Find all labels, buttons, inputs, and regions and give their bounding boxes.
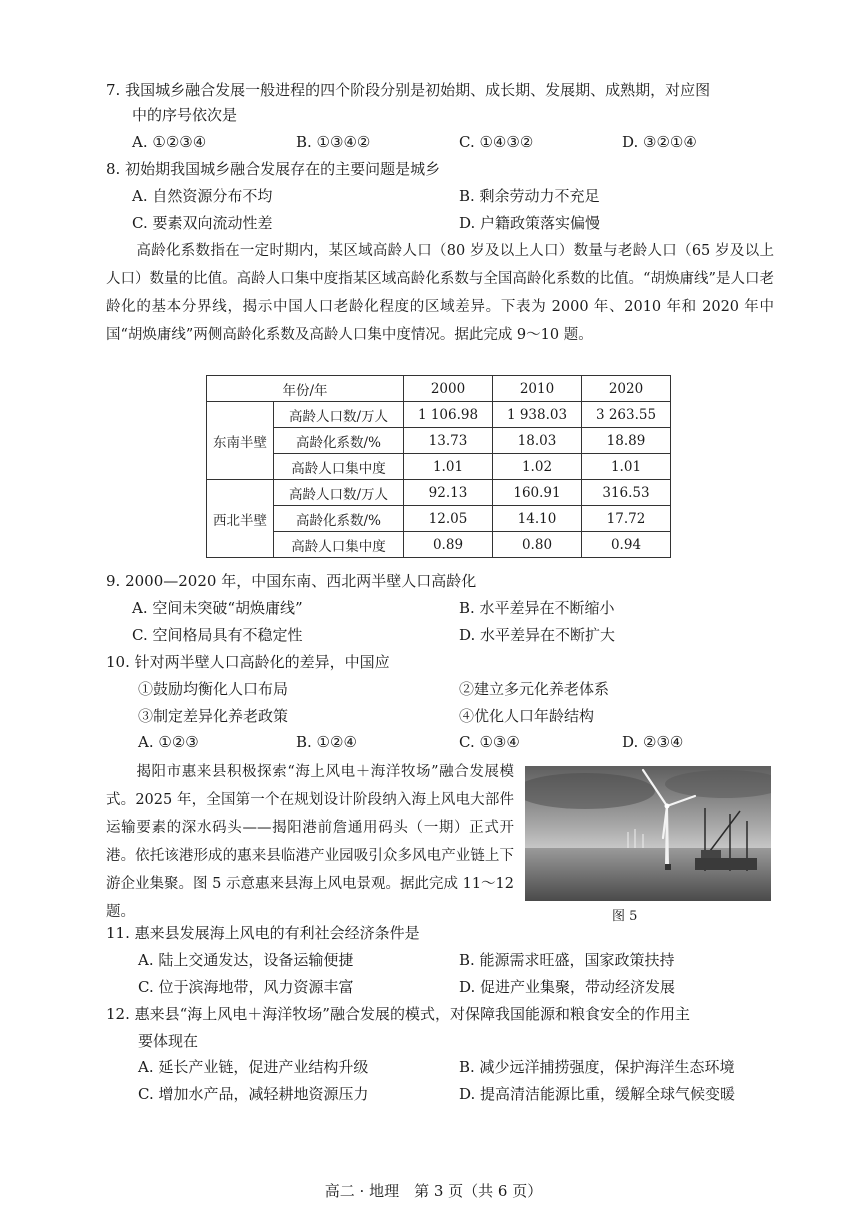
q10-stem: 10. 针对两半壁人口高龄化的差异，中国应 (106, 653, 390, 671)
page-footer: 高二 · 地理 第 3 页（共 6 页） (324, 1182, 543, 1200)
figure-caption: 图 5 (612, 909, 638, 924)
q12-stem-line1: 12. 惠来县“海上风电＋海洋牧场”融合发展的模式，对保障我国能源和粮食安全的作用主 (106, 1005, 690, 1023)
table-header-row (207, 376, 671, 402)
q7-stem-line1: 7. 我国城乡融合发展一般进程的四个阶段分别是初始期、成长期、发展期、成熟期，对应图 (106, 81, 711, 99)
value-cell: 3 263.55 (582, 402, 671, 428)
q11-option-d: D. 促进产业集聚，带动经济发展 (459, 978, 676, 996)
table-row (207, 480, 671, 506)
q12-option-a: A. 延长产业链，促进产业结构升级 (138, 1058, 369, 1076)
q8-option-b: B. 剩余劳动力不充足 (459, 187, 600, 205)
passage-aging-text: 高龄化系数指在一定时期内，某区域高龄人口（80 岁及以上人口）数量与老龄人口（65 岁及以上人口）数量的比值。高龄人口集中度指某区域高龄化系数与全国高龄化系数的比值。“胡焕庸线”是人口老龄化的基本分界线，揭示中国人口老龄化程度的区域差异。下表为 2000 年、2010 年和 2020 年中国“胡焕庸线”两侧高龄化系数及高龄人口集中度情况。据此完成 9～10 题。 (106, 243, 774, 343)
q7-option-a: A. ①②③④ (132, 133, 207, 151)
q12-option-b: B. 减少远洋捕捞强度，保护海洋生态环境 (459, 1058, 735, 1076)
table-header-cell: 年份/年 (207, 376, 404, 402)
q7-stem-line2: 中的序号依次是 (132, 106, 238, 124)
q9-option-b: B. 水平差异在不断缩小 (459, 599, 615, 617)
q11-option-a: A. 陆上交通发达，设备运输便捷 (138, 951, 354, 969)
q7-option-b: B. ①③④② (296, 133, 371, 151)
q8-option-d: D. 户籍政策落实偏慢 (459, 214, 601, 232)
value-cell: 92.13 (404, 480, 493, 506)
table-header-cell: 2020 (582, 376, 671, 402)
passage-aging (106, 237, 774, 349)
q8-stem: 8. 初始期我国城乡融合发展存在的主要问题是城乡 (106, 160, 441, 178)
q8-option-c: C. 要素双向流动性差 (132, 214, 273, 232)
region-cell: 东南半壁 (207, 402, 274, 480)
table-header-cell: 2000 (404, 376, 493, 402)
value-cell: 1 106.98 (404, 402, 493, 428)
q8-option-a: A. 自然资源分布不均 (132, 187, 273, 205)
q10-option-c: C. ①③④ (459, 733, 520, 751)
indicator-cell: 高龄人口集中度 (274, 532, 404, 558)
region-cell: 西北半壁 (207, 480, 274, 558)
value-cell: 1 938.03 (493, 402, 582, 428)
table-row (207, 454, 671, 480)
q9-option-d: D. 水平差异在不断扩大 (459, 626, 616, 644)
q10-item-4: ④优化人口年龄结构 (459, 707, 595, 725)
value-cell: 316.53 (582, 480, 671, 506)
q12-stem-line2: 要体现在 (138, 1032, 199, 1050)
value-cell: 0.89 (404, 532, 493, 558)
indicator-cell: 高龄化系数/% (274, 506, 404, 532)
value-cell: 14.10 (493, 506, 582, 532)
q11-stem: 11. 惠来县发展海上风电的有利社会经济条件是 (106, 924, 420, 942)
q10-item-1: ①鼓励均衡化人口布局 (138, 680, 289, 698)
passage-wind-power-text: 揭阳市惠来县积极探索“海上风电＋海洋牧场”融合发展模式。2025 年，全国第一个在规划设计阶段纳入海上风电大部件运输要素的深水码头——揭阳港前詹通用码头（一期）正式开港。依托该港形成的惠来县临港产业园吸引众多风电产业链上下游企业集聚。图 5 示意惠来县海上风电景观。据此完成 11～12 题。 (106, 764, 514, 920)
value-cell: 1.02 (493, 454, 582, 480)
value-cell: 0.80 (493, 532, 582, 558)
indicator-cell: 高龄化系数/% (274, 428, 404, 454)
value-cell: 1.01 (404, 454, 493, 480)
value-cell: 160.91 (493, 480, 582, 506)
value-cell: 17.72 (582, 506, 671, 532)
q12-option-c: C. 增加水产品，减轻耕地资源压力 (138, 1085, 369, 1103)
passage-wind-power (106, 758, 514, 926)
value-cell: 0.94 (582, 532, 671, 558)
q10-item-3: ③制定差异化养老政策 (138, 707, 289, 725)
value-cell: 12.05 (404, 506, 493, 532)
value-cell: 13.73 (404, 428, 493, 454)
offshore-wind-photo (525, 766, 771, 901)
table-row (207, 428, 671, 454)
q9-option-c: C. 空间格局具有不稳定性 (132, 626, 303, 644)
q9-stem: 9. 2000—2020 年，中国东南、西北两半壁人口高龄化 (106, 572, 477, 590)
value-cell: 18.03 (493, 428, 582, 454)
wind-turbine-illustration (525, 766, 771, 901)
table-row (207, 506, 671, 532)
q11-option-b: B. 能源需求旺盛，国家政策扶持 (459, 951, 675, 969)
q7-option-c: C. ①④③② (459, 133, 534, 151)
q9-option-a: A. 空间未突破“胡焕庸线” (132, 599, 303, 617)
table-row (207, 402, 671, 428)
q10-option-b: B. ①②④ (296, 733, 357, 751)
q10-item-2: ②建立多元化养老体系 (459, 680, 610, 698)
indicator-cell: 高龄人口数/万人 (274, 480, 404, 506)
value-cell: 18.89 (582, 428, 671, 454)
aging-data-table (206, 375, 671, 558)
indicator-cell: 高龄人口集中度 (274, 454, 404, 480)
q11-option-c: C. 位于滨海地带，风力资源丰富 (138, 978, 354, 996)
q7-option-d: D. ③②①④ (622, 133, 697, 151)
table-row (207, 532, 671, 558)
q10-option-d: D. ②③④ (622, 733, 684, 751)
q10-option-a: A. ①②③ (138, 733, 199, 751)
indicator-cell: 高龄人口数/万人 (274, 402, 404, 428)
table-header-cell: 2010 (493, 376, 582, 402)
q12-option-d: D. 提高清洁能源比重，缓解全球气候变暖 (459, 1085, 736, 1103)
value-cell: 1.01 (582, 454, 671, 480)
